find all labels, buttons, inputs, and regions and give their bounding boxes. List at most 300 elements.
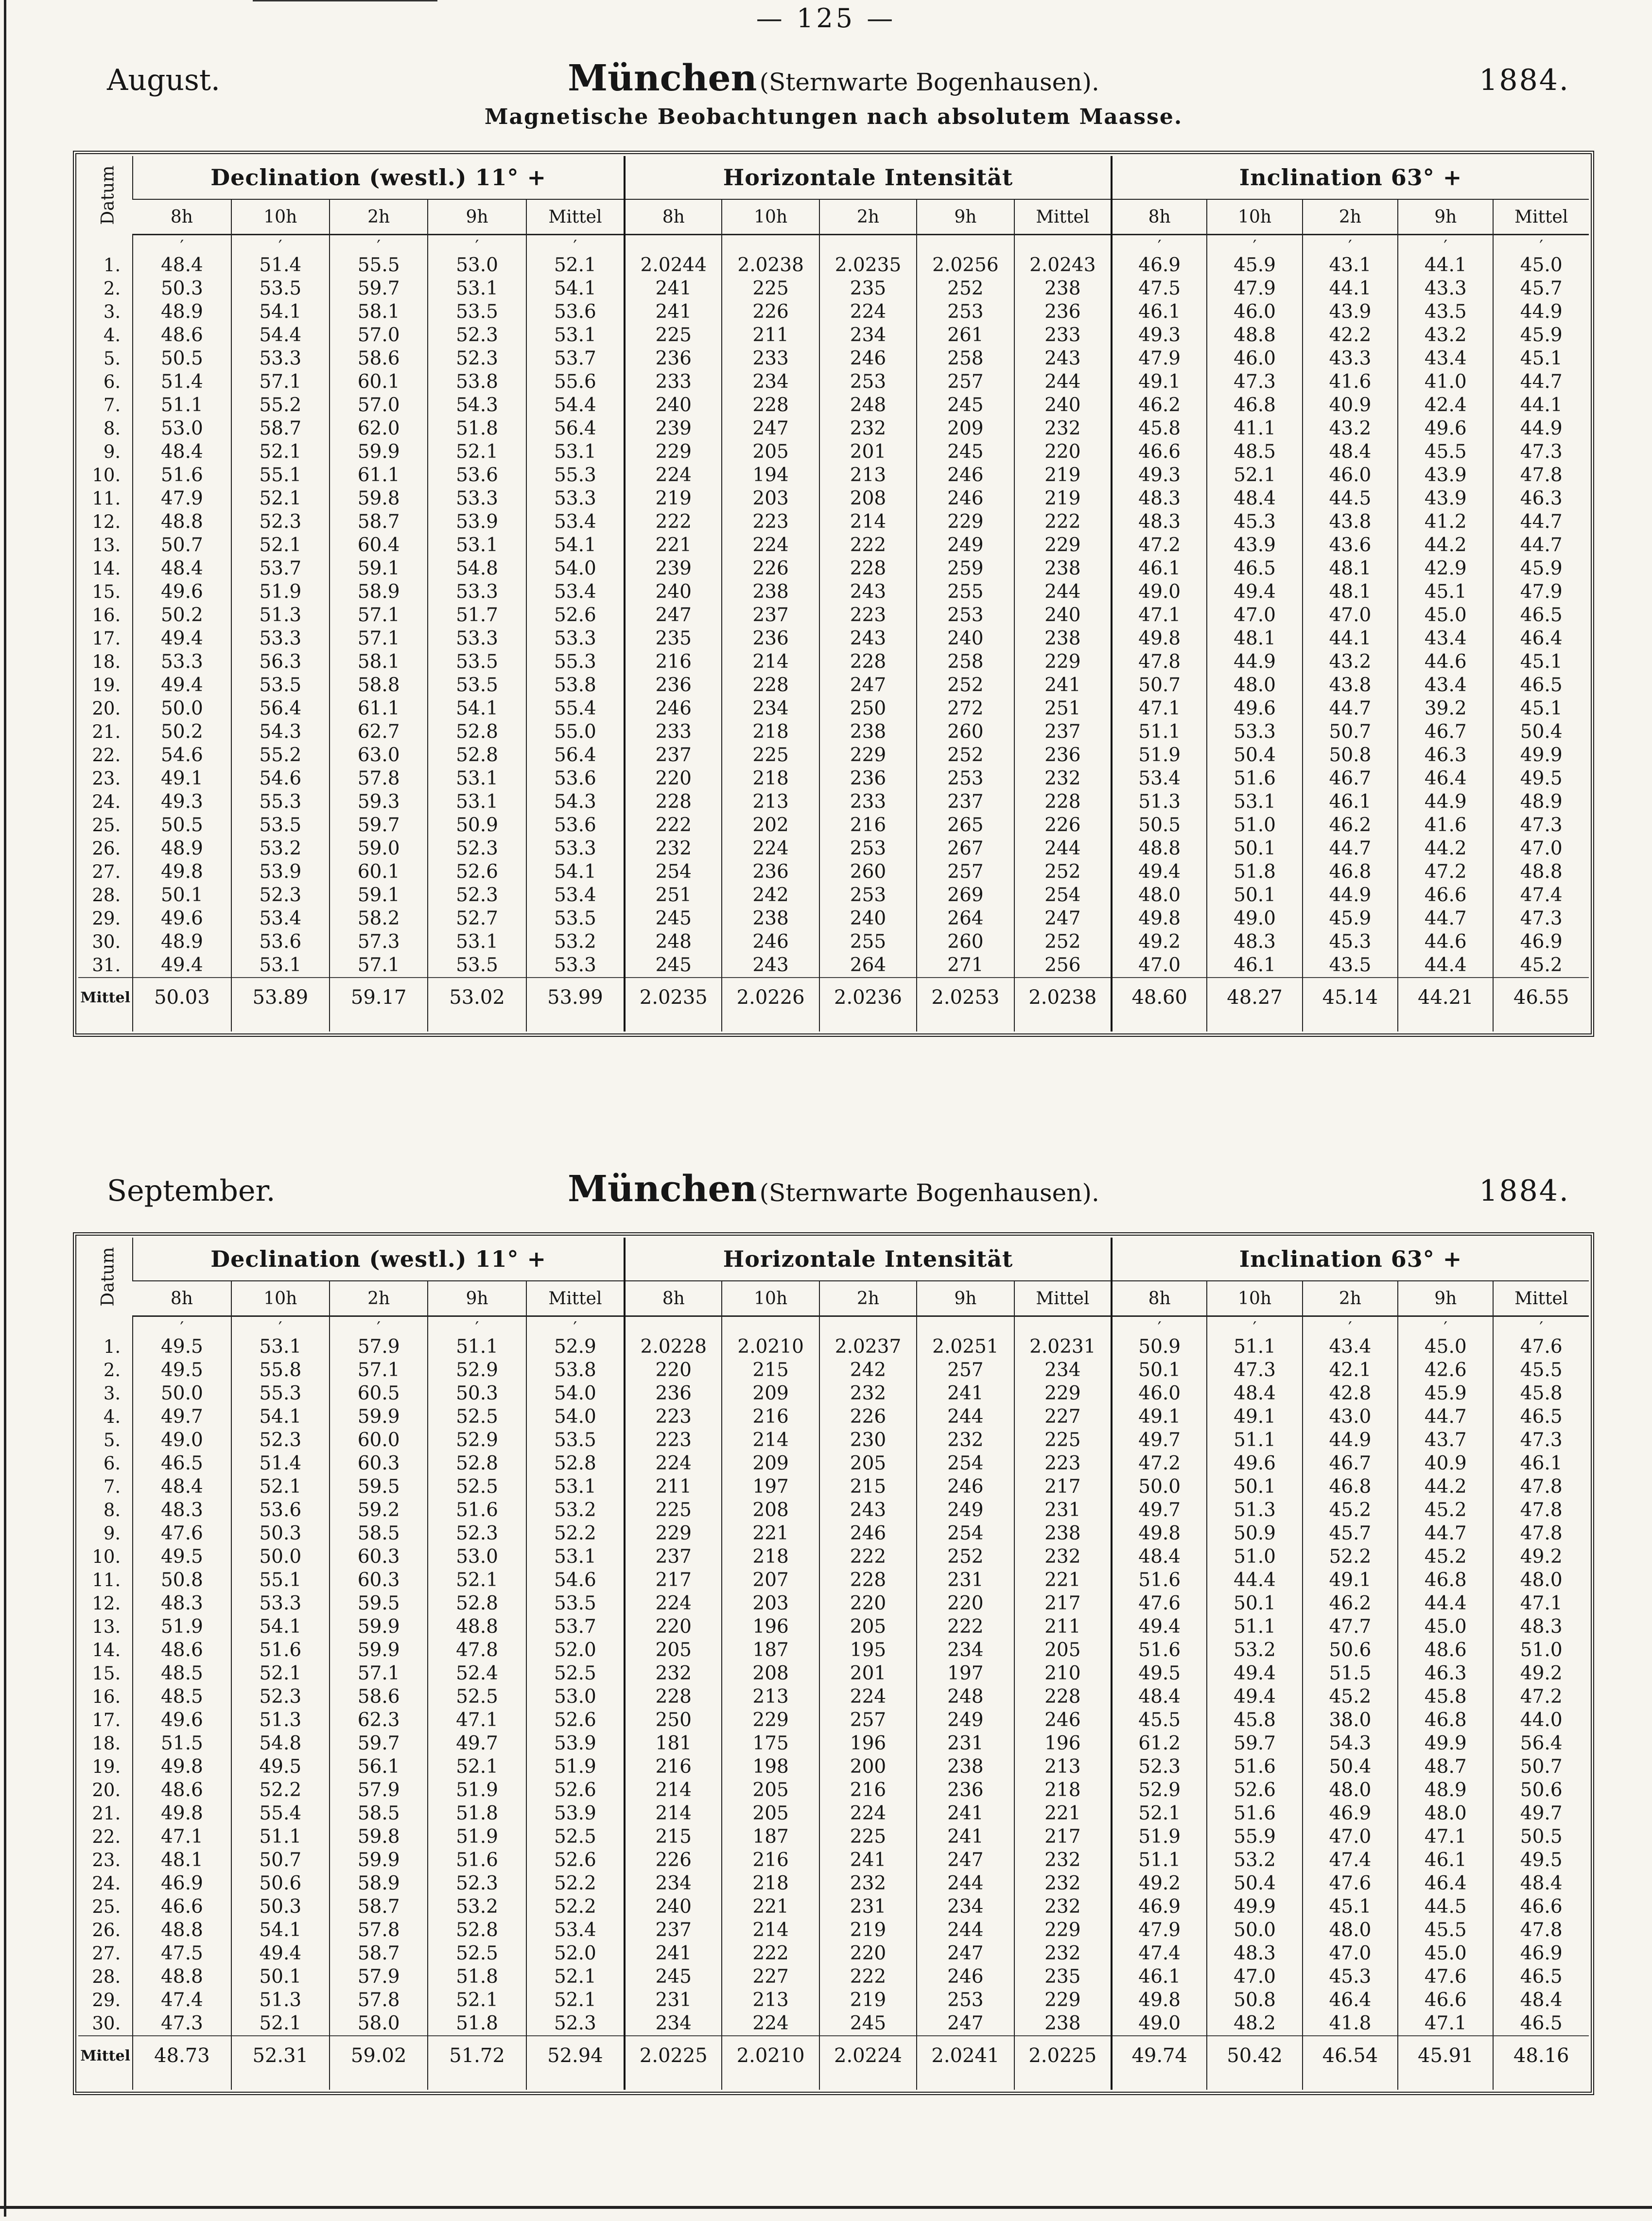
mean-value: 59.17 — [330, 978, 428, 1017]
value-cell: 63.0 — [330, 744, 428, 767]
spacer-cell — [625, 2075, 722, 2090]
value-cell: 264 — [917, 907, 1014, 930]
value-cell: 255 — [819, 930, 917, 954]
value-cell: 53.4 — [526, 1919, 625, 1942]
value-cell: 257 — [819, 1709, 917, 1732]
value-cell: 46.9 — [1303, 1802, 1398, 1825]
value-cell: 48.4 — [1112, 1545, 1207, 1569]
value-cell: 218 — [1014, 1779, 1112, 1802]
value-cell: 45.7 — [1303, 1522, 1398, 1545]
value-cell: 53.3 — [231, 1592, 330, 1615]
value-cell: 49.4 — [1207, 1685, 1302, 1709]
date-cell: 11. — [92, 1570, 121, 1591]
value-cell: 47.8 — [1112, 650, 1207, 674]
value-cell: 229 — [1014, 1382, 1112, 1405]
value-cell: 220 — [625, 1615, 722, 1639]
value-cell: 240 — [1014, 394, 1112, 417]
value-cell: 42.6 — [1398, 1359, 1493, 1382]
value-cell: 57.0 — [330, 394, 428, 417]
mean-value: 52.31 — [231, 2036, 330, 2075]
value-cell: 53.1 — [526, 1475, 625, 1499]
value-cell: 55.4 — [526, 697, 625, 720]
table-row — [78, 1709, 1589, 1732]
table-row — [78, 1965, 1589, 1989]
value-cell: 47.5 — [133, 1942, 231, 1965]
mean-value: 2.0210 — [722, 2036, 819, 2075]
value-cell: 47.8 — [1493, 1499, 1589, 1522]
value-cell: 244 — [917, 1872, 1014, 1895]
value-cell: 43.9 — [1398, 464, 1493, 487]
title — [73, 57, 1594, 99]
unit-mark: ′ — [1493, 235, 1589, 254]
unit-mark — [722, 1316, 819, 1336]
value-cell: 51.3 — [231, 1709, 330, 1732]
spacer-cell — [1398, 1017, 1493, 1032]
value-cell: 53.5 — [231, 277, 330, 300]
table-row — [78, 1849, 1589, 1872]
value-cell: 213 — [819, 464, 917, 487]
value-cell: 55.9 — [1207, 1825, 1302, 1849]
value-cell: 50.1 — [133, 884, 231, 907]
value-cell: 38.0 — [1303, 1709, 1398, 1732]
value-cell: 217 — [625, 1569, 722, 1592]
value-cell: 51.9 — [428, 1825, 526, 1849]
value-cell: 49.7 — [1493, 1802, 1589, 1825]
value-cell: 49.6 — [133, 580, 231, 604]
unit-mark: ′ — [1112, 1316, 1207, 1336]
value-cell: 47.6 — [1493, 1335, 1589, 1359]
value-cell: 48.3 — [1207, 1942, 1302, 1965]
value-cell: 48.3 — [1112, 487, 1207, 510]
value-cell: 216 — [819, 1779, 917, 1802]
table-row — [78, 744, 1589, 767]
value-cell: 240 — [625, 394, 722, 417]
value-cell: 53.3 — [526, 627, 625, 650]
spacer-cell — [1303, 1017, 1398, 1032]
value-cell: 2.0235 — [819, 254, 917, 277]
value-cell: 229 — [1014, 534, 1112, 557]
value-cell: 211 — [625, 1475, 722, 1499]
value-cell: 2.0228 — [625, 1335, 722, 1359]
value-cell: 53.0 — [428, 254, 526, 277]
value-cell: 48.3 — [1207, 930, 1302, 954]
value-cell: 52.3 — [428, 884, 526, 907]
value-cell: 49.8 — [1112, 627, 1207, 650]
value-cell: 51.4 — [231, 254, 330, 277]
value-cell: 49.2 — [1493, 1662, 1589, 1685]
value-cell: 250 — [819, 697, 917, 720]
value-cell: 231 — [819, 1895, 917, 1919]
value-cell: 53.1 — [231, 1335, 330, 1359]
value-cell: 253 — [917, 1989, 1014, 2012]
date-cell: 14. — [92, 558, 121, 579]
value-cell: 53.0 — [526, 1685, 625, 1709]
date-cell: 4. — [103, 1406, 121, 1427]
value-cell: 48.5 — [1207, 440, 1302, 464]
value-cell: 49.7 — [428, 1732, 526, 1755]
value-cell: 48.6 — [133, 1779, 231, 1802]
value-cell: 2.0210 — [722, 1335, 819, 1359]
value-cell: 54.1 — [231, 1919, 330, 1942]
value-cell: 231 — [1014, 1499, 1112, 1522]
value-cell: 44.7 — [1493, 370, 1589, 394]
date-cell: 6. — [103, 371, 121, 392]
value-cell: 51.3 — [231, 604, 330, 627]
value-cell: 247 — [917, 1942, 1014, 1965]
value-cell: 50.3 — [428, 1382, 526, 1405]
value-cell: 218 — [722, 1872, 819, 1895]
unit-mark: ′ — [1303, 235, 1398, 254]
value-cell: 54.0 — [526, 557, 625, 580]
value-cell: 220 — [625, 1359, 722, 1382]
value-cell: 46.4 — [1398, 767, 1493, 790]
value-cell: 55.3 — [231, 790, 330, 814]
unit-mark: ′ — [428, 235, 526, 254]
value-cell: 54.4 — [526, 394, 625, 417]
august-table — [78, 156, 1589, 1032]
value-cell: 50.1 — [1112, 1359, 1207, 1382]
value-cell: 269 — [917, 884, 1014, 907]
value-cell: 52.2 — [1303, 1545, 1398, 1569]
value-cell: 49.8 — [1112, 1522, 1207, 1545]
value-cell: 241 — [625, 300, 722, 324]
value-cell: 240 — [819, 907, 917, 930]
date-cell: 29. — [92, 1990, 121, 2011]
mean-row — [78, 2036, 1589, 2075]
value-cell: 226 — [722, 557, 819, 580]
value-cell: 49.1 — [1207, 1405, 1302, 1429]
value-cell: 216 — [722, 1405, 819, 1429]
hour-header: 10h — [722, 199, 819, 235]
value-cell: 58.8 — [330, 674, 428, 697]
value-cell: 229 — [1014, 650, 1112, 674]
value-cell: 59.7 — [330, 277, 428, 300]
value-cell: 221 — [722, 1522, 819, 1545]
value-cell: 48.0 — [1303, 1919, 1398, 1942]
value-cell: 51.9 — [231, 580, 330, 604]
unit-mark: ′ — [1398, 1316, 1493, 1336]
value-cell: 47.8 — [1493, 1522, 1589, 1545]
table-row — [78, 1639, 1589, 1662]
table-row — [78, 1895, 1589, 1919]
value-cell: 46.1 — [1207, 954, 1302, 978]
date-cell: 15. — [92, 581, 121, 602]
value-cell: 48.9 — [1493, 790, 1589, 814]
date-cell: 27. — [92, 861, 121, 882]
top-rule — [253, 0, 437, 1]
value-cell: 51.3 — [1112, 790, 1207, 814]
value-cell: 205 — [819, 1452, 917, 1475]
value-cell: 50.6 — [1493, 1779, 1589, 1802]
value-cell: 232 — [625, 1662, 722, 1685]
value-cell: 45.1 — [1493, 650, 1589, 674]
value-cell: 49.9 — [1493, 744, 1589, 767]
value-cell: 229 — [1014, 1989, 1112, 2012]
value-cell: 52.3 — [428, 1872, 526, 1895]
value-cell: 49.5 — [1493, 1849, 1589, 1872]
value-cell: 52.2 — [526, 1872, 625, 1895]
table-row — [78, 300, 1589, 324]
value-cell: 52.3 — [428, 324, 526, 347]
value-cell: 46.1 — [1112, 300, 1207, 324]
value-cell: 49.4 — [133, 627, 231, 650]
value-cell: 223 — [819, 604, 917, 627]
value-cell: 53.1 — [1207, 790, 1302, 814]
value-cell: 47.8 — [428, 1639, 526, 1662]
hour-header: 2h — [330, 1281, 428, 1316]
value-cell: 48.4 — [133, 1475, 231, 1499]
value-cell: 251 — [625, 884, 722, 907]
value-cell: 52.9 — [526, 1335, 625, 1359]
value-cell: 41.6 — [1303, 370, 1398, 394]
value-cell: 228 — [625, 1685, 722, 1709]
value-cell: 197 — [917, 1662, 1014, 1685]
value-cell: 51.0 — [1207, 1545, 1302, 1569]
value-cell: 48.0 — [1207, 674, 1302, 697]
value-cell: 44.2 — [1398, 534, 1493, 557]
value-cell: 48.6 — [133, 1639, 231, 1662]
spacer-cell — [917, 2075, 1014, 2090]
value-cell: 57.1 — [330, 954, 428, 978]
value-cell: 45.5 — [1398, 440, 1493, 464]
value-cell: 53.6 — [231, 1499, 330, 1522]
value-cell: 227 — [1014, 1405, 1112, 1429]
value-cell: 52.8 — [428, 1592, 526, 1615]
value-cell: 50.2 — [133, 720, 231, 744]
value-cell: 60.4 — [330, 534, 428, 557]
value-cell: 238 — [1014, 277, 1112, 300]
spacer-cell — [133, 2075, 231, 2090]
value-cell: 46.5 — [1493, 674, 1589, 697]
value-cell: 47.3 — [1493, 814, 1589, 837]
value-cell: 241 — [917, 1382, 1014, 1405]
table-row — [78, 1429, 1589, 1452]
value-cell: 47.2 — [1112, 534, 1207, 557]
value-cell: 53.4 — [526, 580, 625, 604]
value-cell: 44.5 — [1398, 1895, 1493, 1919]
value-cell: 231 — [917, 1569, 1014, 1592]
value-cell: 54.1 — [231, 1405, 330, 1429]
unit-mark: ′ — [1398, 235, 1493, 254]
value-cell: 48.6 — [1398, 1639, 1493, 1662]
date-cell: 8. — [103, 418, 121, 439]
value-cell: 49.8 — [133, 1755, 231, 1779]
value-cell: 55.3 — [231, 1382, 330, 1405]
value-cell: 247 — [819, 674, 917, 697]
unit-mark: ′ — [1112, 235, 1207, 254]
value-cell: 52.1 — [231, 534, 330, 557]
value-cell: 60.5 — [330, 1382, 428, 1405]
value-cell: 51.0 — [1207, 814, 1302, 837]
value-cell: 54.6 — [231, 767, 330, 790]
value-cell: 52.1 — [526, 1965, 625, 1989]
value-cell: 49.5 — [133, 1545, 231, 1569]
value-cell: 57.8 — [330, 1919, 428, 1942]
value-cell: 53.1 — [428, 767, 526, 790]
value-cell: 248 — [819, 394, 917, 417]
value-cell: 52.3 — [428, 347, 526, 370]
value-cell: 52.1 — [428, 1755, 526, 1779]
value-cell: 52.3 — [231, 1685, 330, 1709]
value-cell: 239 — [625, 417, 722, 440]
value-cell: 46.3 — [1398, 1662, 1493, 1685]
value-cell: 47.4 — [133, 1989, 231, 2012]
value-cell: 56.4 — [231, 697, 330, 720]
value-cell: 49.5 — [133, 1335, 231, 1359]
spacer-cell — [231, 2075, 330, 2090]
value-cell: 42.2 — [1303, 324, 1398, 347]
value-cell: 48.4 — [1112, 1685, 1207, 1709]
september-table — [78, 1238, 1589, 2090]
value-cell: 51.1 — [1207, 1335, 1302, 1359]
value-cell: 46.9 — [133, 1872, 231, 1895]
value-cell: 46.0 — [1207, 347, 1302, 370]
spacer-cell — [526, 2075, 625, 2090]
value-cell: 243 — [819, 580, 917, 604]
value-cell: 214 — [625, 1802, 722, 1825]
value-cell: 44.2 — [1398, 837, 1493, 860]
value-cell: 52.6 — [526, 1709, 625, 1732]
unit-marks-row — [78, 235, 1589, 254]
value-cell: 59.9 — [330, 1615, 428, 1639]
value-cell: 53.5 — [428, 674, 526, 697]
mean-row — [78, 978, 1589, 1017]
value-cell: 44.1 — [1303, 277, 1398, 300]
date-cell: 2. — [103, 1360, 121, 1381]
value-cell: 48.3 — [133, 1592, 231, 1615]
horizontal-intensity-header: Horizontale Intensität — [625, 1238, 1112, 1281]
value-cell: 231 — [625, 1989, 722, 2012]
hour-header: 2h — [1303, 1281, 1398, 1316]
value-cell: 58.6 — [330, 1685, 428, 1709]
date-cell: 15. — [92, 1663, 121, 1684]
value-cell: 48.8 — [1112, 837, 1207, 860]
value-cell: 48.8 — [1493, 860, 1589, 884]
value-cell: 51.8 — [428, 1965, 526, 1989]
value-cell: 236 — [625, 347, 722, 370]
value-cell: 52.1 — [231, 440, 330, 464]
value-cell: 229 — [1014, 1919, 1112, 1942]
value-cell: 48.2 — [1207, 2012, 1302, 2036]
value-cell: 50.0 — [133, 1382, 231, 1405]
value-cell: 54.8 — [428, 557, 526, 580]
hour-header: Mittel — [526, 199, 625, 235]
value-cell: 43.7 — [1398, 1429, 1493, 1452]
horizontal-intensity-header: Horizontale Intensität — [625, 156, 1112, 199]
value-cell: 49.5 — [231, 1755, 330, 1779]
mean-value: 2.0225 — [1014, 2036, 1112, 2075]
value-cell: 50.8 — [1303, 744, 1398, 767]
value-cell: 45.2 — [1303, 1499, 1398, 1522]
value-cell: 44.7 — [1398, 907, 1493, 930]
value-cell: 49.8 — [1112, 907, 1207, 930]
value-cell: 47.1 — [428, 1709, 526, 1732]
value-cell: 46.4 — [1398, 1872, 1493, 1895]
mean-value: 51.72 — [428, 2036, 526, 2075]
value-cell: 51.0 — [1493, 1639, 1589, 1662]
value-cell: 232 — [1014, 1872, 1112, 1895]
value-cell: 233 — [819, 790, 917, 814]
value-cell: 61.1 — [330, 464, 428, 487]
value-cell: 44.1 — [1303, 627, 1398, 650]
value-cell: 45.0 — [1398, 1335, 1493, 1359]
table-row — [78, 720, 1589, 744]
value-cell: 50.7 — [1493, 1755, 1589, 1779]
value-cell: 48.4 — [1207, 487, 1302, 510]
value-cell: 233 — [625, 370, 722, 394]
value-cell: 50.0 — [1207, 1919, 1302, 1942]
value-cell: 49.6 — [1207, 1452, 1302, 1475]
value-cell: 51.9 — [526, 1755, 625, 1779]
value-cell: 54.3 — [231, 720, 330, 744]
value-cell: 230 — [819, 1429, 917, 1452]
value-cell: 43.8 — [1303, 674, 1398, 697]
spacer-cell — [330, 1017, 428, 1032]
table-row — [78, 1615, 1589, 1639]
value-cell: 245 — [819, 2012, 917, 2036]
value-cell: 44.9 — [1493, 300, 1589, 324]
value-cell: 50.5 — [1112, 814, 1207, 837]
date-cell: 30. — [92, 2013, 121, 2034]
date-cell: 25. — [92, 815, 121, 836]
table-row — [78, 1592, 1589, 1615]
value-cell: 246 — [722, 930, 819, 954]
date-cell: 30. — [92, 931, 121, 952]
value-cell: 53.9 — [526, 1732, 625, 1755]
value-cell: 50.9 — [1112, 1335, 1207, 1359]
table-row — [78, 650, 1589, 674]
value-cell: 53.3 — [428, 580, 526, 604]
value-cell: 234 — [819, 324, 917, 347]
value-cell: 211 — [722, 324, 819, 347]
value-cell: 221 — [1014, 1569, 1112, 1592]
value-cell: 41.1 — [1207, 417, 1302, 440]
value-cell: 252 — [1014, 930, 1112, 954]
value-cell: 43.2 — [1303, 417, 1398, 440]
value-cell: 228 — [625, 790, 722, 814]
value-cell: 49.9 — [1398, 1732, 1493, 1755]
value-cell: 260 — [917, 930, 1014, 954]
spacer-cell — [428, 1017, 526, 1032]
value-cell: 229 — [625, 440, 722, 464]
value-cell: 47.9 — [1207, 277, 1302, 300]
value-cell: 208 — [819, 487, 917, 510]
august-header — [73, 49, 1594, 151]
value-cell: 51.6 — [1207, 767, 1302, 790]
table-row — [78, 814, 1589, 837]
value-cell: 225 — [722, 744, 819, 767]
value-cell: 55.5 — [330, 254, 428, 277]
value-cell: 45.2 — [1398, 1545, 1493, 1569]
table-row — [78, 487, 1589, 510]
value-cell: 52.8 — [526, 1452, 625, 1475]
value-cell: 53.1 — [428, 930, 526, 954]
value-cell: 51.1 — [1112, 720, 1207, 744]
value-cell: 47.2 — [1112, 1452, 1207, 1475]
value-cell: 46.6 — [133, 1895, 231, 1919]
value-cell: 54.3 — [428, 394, 526, 417]
value-cell: 240 — [625, 580, 722, 604]
value-cell: 51.8 — [428, 417, 526, 440]
value-cell: 264 — [819, 954, 917, 978]
value-cell: 50.5 — [1493, 1825, 1589, 1849]
value-cell: 213 — [722, 790, 819, 814]
value-cell: 50.4 — [1303, 1755, 1398, 1779]
value-cell: 58.9 — [330, 580, 428, 604]
hour-header: 10h — [722, 1281, 819, 1316]
spacer-cell — [722, 1017, 819, 1032]
value-cell: 232 — [1014, 1942, 1112, 1965]
